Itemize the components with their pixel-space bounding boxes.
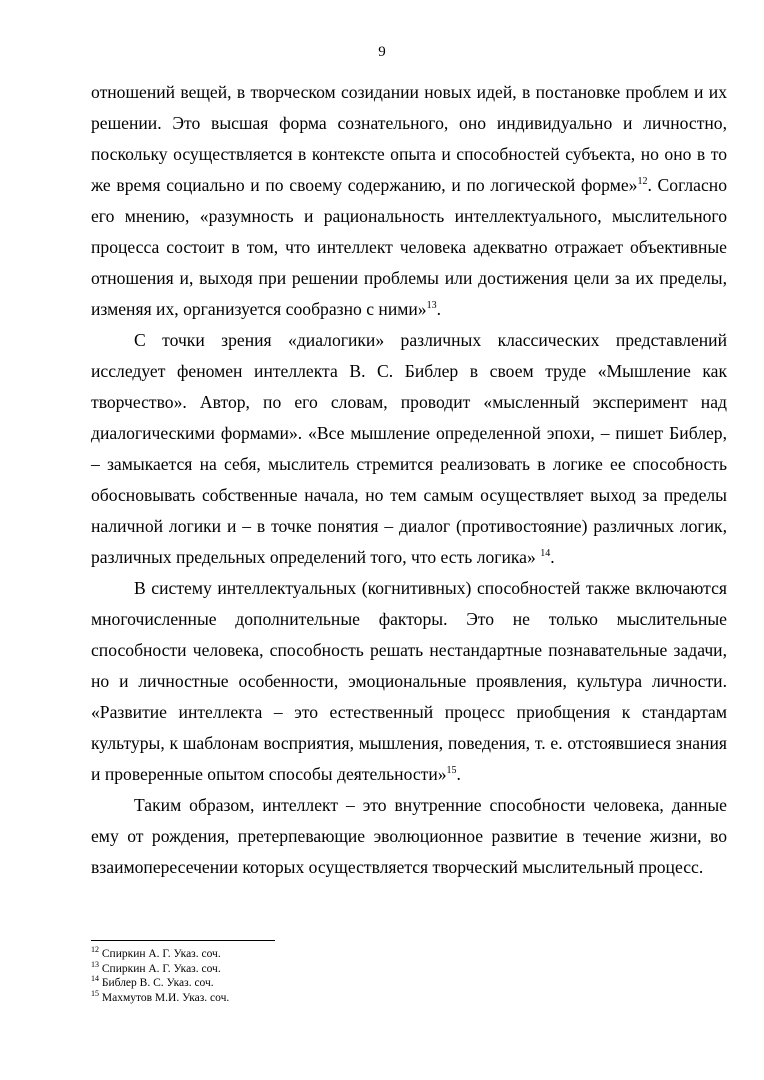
- footnote-text: Махмутов М.И. Указ. соч.: [99, 991, 230, 1004]
- footnote-ref-12[interactable]: 12: [637, 176, 648, 188]
- footnote-number: 14: [91, 974, 99, 984]
- footnote-text: Спиркин А. Г. Указ. соч.: [99, 948, 221, 960]
- footnote-12: [91, 947, 691, 962]
- footnote-number: 13: [91, 959, 99, 969]
- paragraph-1: [91, 77, 727, 325]
- footnotes: [91, 947, 691, 1005]
- page-number: 9: [378, 44, 386, 60]
- paragraph-2: [91, 325, 727, 573]
- footnote-separator: [91, 940, 275, 941]
- footnote-13: [91, 959, 691, 977]
- paragraph-4-text: Таким образом, интеллект – это внутренние способности человека, данные ему от рождения, претерпевающие эволюционное развитие в течение жизни, во взаимопересечении которых осуществляется творческий мыслительный процесс.: [91, 795, 727, 877]
- footnote-ref-15[interactable]: 15: [446, 765, 457, 777]
- footnote-text: Библер В. С. Указ. соч.: [99, 977, 214, 989]
- body-text: [91, 77, 727, 883]
- paragraph-2-text: С точки зрения «диалогики» различных классических представлений исследует феномен интеллекта В. С. Библер в своем труде «Мышление как творчество». Автор, по его словам, проводит «мысленный эксперимент над диалогическими формами». «Все мышление определенной эпохи, – пишет Библер, – замыкается на себя, мыслитель стремится реализовать в логике ее способность обосновывать собственные начала, но тем самым осуществляет выход за пределы наличной логики и – в точке понятия – диалог (противостояние) различных логик, различных предельных определений того, что есть логика»: [91, 330, 727, 567]
- paragraph-1-text-2: . Согласно его мнению, «разумность и рациональность интеллектуального, мыслительного процесса состоит в том, что интеллект человека адекватно отражает объективные отношения и, выходя при решении проблемы или достижения цели за их пределы, изменяя их, организуется сообразно с ними»: [91, 175, 728, 319]
- paragraph-3-text-2: .: [456, 764, 461, 784]
- footnote-number: 15: [91, 988, 99, 998]
- footnote-number: 12: [91, 945, 99, 955]
- footnote-ref-14[interactable]: 14: [540, 548, 551, 560]
- footnote-text: Спиркин А. Г. Указ. соч.: [99, 962, 221, 975]
- footnote-14: [91, 976, 691, 991]
- paragraph-3-text: В систему интеллектуальных (когнитивных) способностей также включаются многочисленные дополнительные факторы. Это не только мыслительные способности человека, способность решать нестандартные познавательные задачи, но и личностные особенности, эмоциональные проявления, культура личности. «Развитие интеллекта – это естественный процесс приобщения к стандартам культуры, к шаблонам восприятия, мышления, поведения, т. е. отстоявшиеся знания и проверенные опытом способы деятельности»: [91, 578, 727, 784]
- paragraph-2-text-2: .: [550, 547, 555, 567]
- footnote-ref-13[interactable]: 13: [426, 300, 437, 312]
- paragraph-1-text: отношений вещей, в творческом созидании новых идей, в постановке проблем и их решении. Это высшая форма сознательного, оно индивидуально и личностно, поскольку осуществляется в контексте опыта и способностей субъекта, но оно в то же время социально и по своему содержанию, и по логической форме»: [91, 82, 727, 195]
- footnote-15: [91, 988, 691, 1006]
- paragraph-3: [91, 573, 727, 790]
- paragraph-4: [91, 790, 727, 883]
- paragraph-1-text-3: .: [436, 299, 441, 319]
